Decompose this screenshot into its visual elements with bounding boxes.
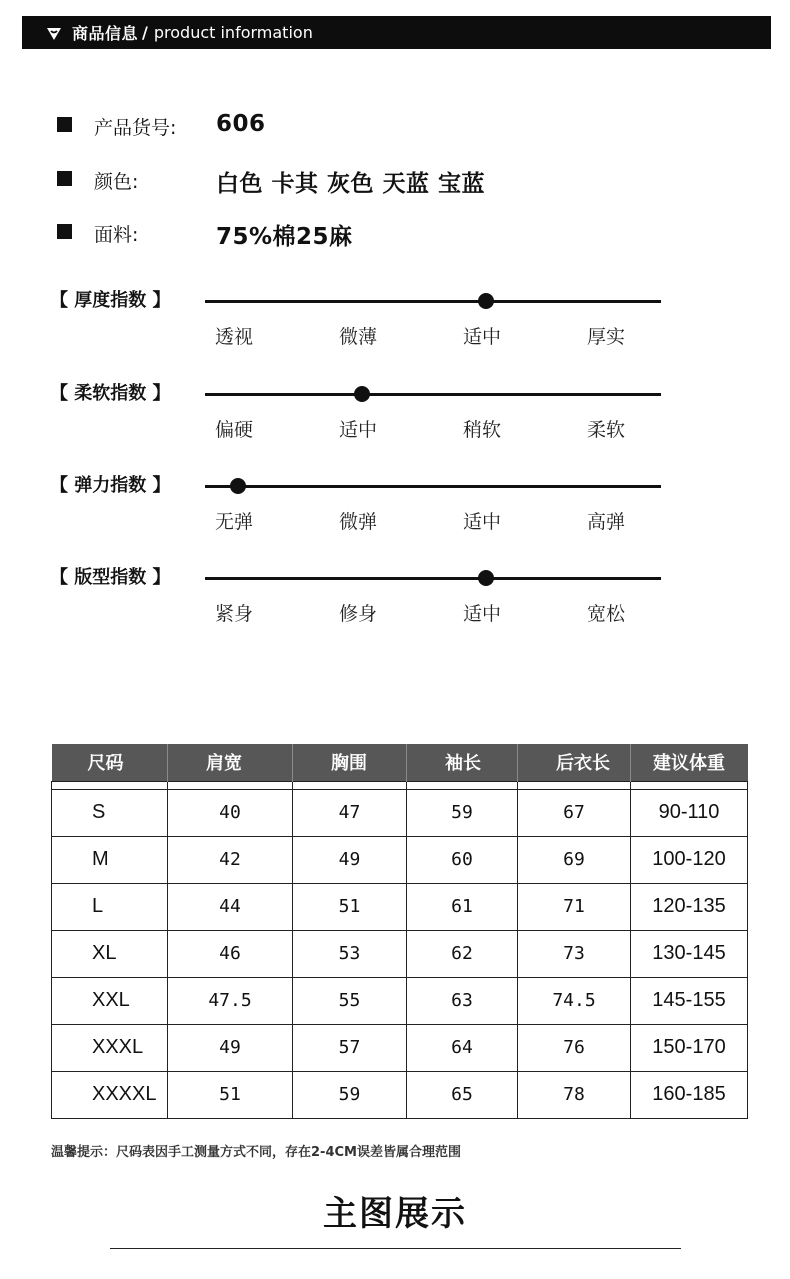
scale-track	[205, 485, 661, 488]
table-row	[52, 977, 748, 1024]
table-spacer-row	[52, 781, 748, 789]
table-header-cell: 尺码	[52, 744, 168, 781]
weight-cell: 160-185	[631, 1071, 748, 1118]
header-title-en: product information	[153, 23, 313, 42]
chest-cell: 53	[293, 930, 407, 977]
shoulder-cell: 51	[168, 1071, 293, 1118]
scale-option: 适中	[463, 326, 502, 348]
gallery-title: 主图展示	[323, 1194, 467, 1234]
table-header-cell: 袖长	[407, 744, 518, 781]
scale-track	[205, 300, 661, 303]
item-no-label: 产品货号:	[94, 117, 177, 139]
scale-option: 高弹	[587, 511, 626, 533]
scale-option: 紧身	[215, 603, 254, 625]
table-row	[52, 883, 748, 930]
info-row-fabric	[57, 224, 353, 250]
length-cell: 74.5	[518, 977, 631, 1024]
sleeve-cell: 64	[407, 1024, 518, 1071]
length-cell: 73	[518, 930, 631, 977]
softness-title: 【 柔软指数 】	[50, 383, 171, 404]
sleeve-cell: 63	[407, 977, 518, 1024]
size-cell: M	[52, 836, 168, 883]
color-value: 白色 卡其 灰色 天蓝 宝蓝	[216, 171, 486, 197]
scale-indicator	[354, 386, 370, 402]
section-header	[22, 16, 771, 49]
scale-option: 修身	[339, 603, 378, 625]
thickness-title: 【 厚度指数 】	[50, 290, 171, 311]
shoulder-cell: 40	[168, 789, 293, 836]
fit-title: 【 版型指数 】	[50, 567, 171, 588]
table-row	[52, 1071, 748, 1118]
scale-option: 透视	[215, 326, 254, 348]
chest-cell: 49	[293, 836, 407, 883]
scale-indicator	[478, 570, 494, 586]
chest-cell: 47	[293, 789, 407, 836]
info-row-color	[57, 171, 486, 197]
chest-cell: 59	[293, 1071, 407, 1118]
fit-scale	[50, 567, 670, 647]
weight-cell: 100-120	[631, 836, 748, 883]
weight-cell: 145-155	[631, 977, 748, 1024]
table-row	[52, 836, 748, 883]
shoulder-cell: 46	[168, 930, 293, 977]
heart-shield-icon	[46, 25, 62, 41]
color-label: 颜色:	[94, 171, 139, 193]
scale-option: 偏硬	[215, 419, 254, 441]
scale-option: 微薄	[339, 326, 378, 348]
elasticity-title: 【 弹力指数 】	[50, 475, 171, 496]
table-row	[52, 789, 748, 836]
table-header-cell: 胸围	[293, 744, 407, 781]
length-cell: 78	[518, 1071, 631, 1118]
chest-cell: 57	[293, 1024, 407, 1071]
shoulder-cell: 47.5	[168, 977, 293, 1024]
scale-indicator	[478, 293, 494, 309]
size-cell: L	[52, 883, 168, 930]
scale-option: 适中	[463, 603, 502, 625]
length-cell: 67	[518, 789, 631, 836]
square-bullet-icon	[57, 171, 72, 186]
scale-indicator	[230, 478, 246, 494]
scale-option: 厚实	[587, 326, 626, 348]
length-cell: 76	[518, 1024, 631, 1071]
size-table	[51, 744, 748, 1119]
sleeve-cell: 62	[407, 930, 518, 977]
shoulder-cell: 44	[168, 883, 293, 930]
item-no-value: 606	[216, 111, 266, 137]
scale-option: 宽松	[587, 603, 626, 625]
square-bullet-icon	[57, 224, 72, 239]
sleeve-cell: 65	[407, 1071, 518, 1118]
header-title-cn: 商品信息	[72, 24, 139, 43]
size-cell: XXXXL	[52, 1071, 168, 1118]
scale-option: 稍软	[463, 419, 502, 441]
table-header-cell: 肩宽	[168, 744, 293, 781]
table-header-row	[52, 744, 748, 781]
chest-cell: 51	[293, 883, 407, 930]
scale-track	[205, 393, 661, 396]
weight-cell: 90-110	[631, 789, 748, 836]
weight-cell: 150-170	[631, 1024, 748, 1071]
scale-track	[205, 577, 661, 580]
shoulder-cell: 42	[168, 836, 293, 883]
header-separator: /	[142, 23, 148, 42]
sleeve-cell: 60	[407, 836, 518, 883]
length-cell: 71	[518, 883, 631, 930]
table-header-cell: 建议体重	[631, 744, 748, 781]
shoulder-cell: 49	[168, 1024, 293, 1071]
sleeve-cell: 61	[407, 883, 518, 930]
weight-cell: 120-135	[631, 883, 748, 930]
fabric-label: 面料:	[94, 224, 139, 246]
length-cell: 69	[518, 836, 631, 883]
size-cell: XXL	[52, 977, 168, 1024]
scale-option: 适中	[339, 419, 378, 441]
scale-option: 无弹	[215, 511, 254, 533]
size-cell: XXXL	[52, 1024, 168, 1071]
chest-cell: 55	[293, 977, 407, 1024]
table-row	[52, 1024, 748, 1071]
weight-cell: 130-145	[631, 930, 748, 977]
divider	[110, 1248, 681, 1249]
scale-option: 微弹	[339, 511, 378, 533]
softness-scale	[50, 383, 670, 463]
fabric-value: 75%棉25麻	[216, 224, 353, 250]
table-header-cell: 后衣长	[518, 744, 631, 781]
info-row-item-no	[57, 111, 266, 139]
table-row	[52, 930, 748, 977]
thickness-scale	[50, 290, 670, 370]
sleeve-cell: 59	[407, 789, 518, 836]
size-cell: S	[52, 789, 168, 836]
scale-option: 适中	[463, 511, 502, 533]
elasticity-scale	[50, 475, 670, 555]
scale-option: 柔软	[587, 419, 626, 441]
measurement-tip: 温馨提示：尺码表因手工测量方式不同，存在2-4CM误差皆属合理范围	[51, 1145, 461, 1160]
square-bullet-icon	[57, 117, 72, 132]
size-cell: XL	[52, 930, 168, 977]
